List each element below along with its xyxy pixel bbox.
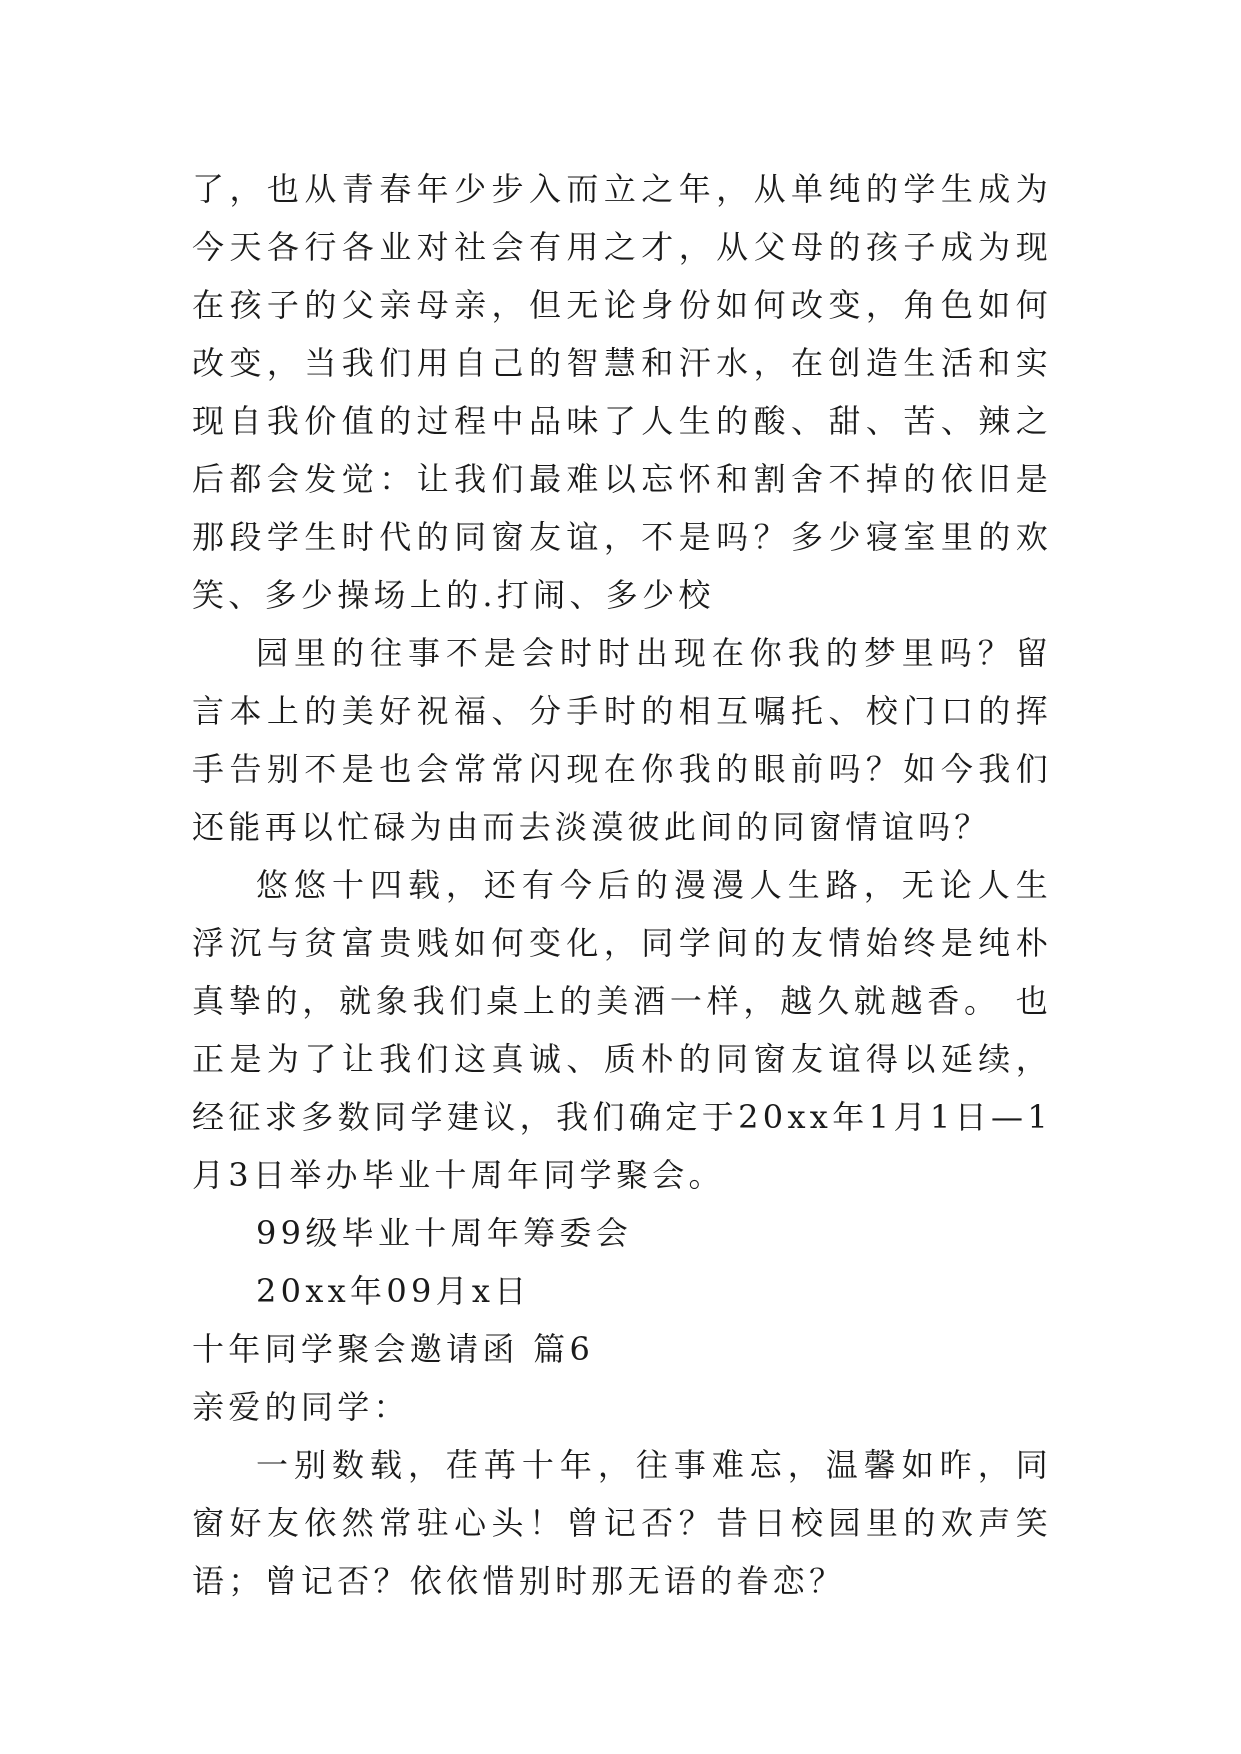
- document-body: [192, 160, 1052, 1610]
- salutation: 亲爱的同学：: [192, 1388, 410, 1426]
- signature-date: 20xx年09月x日: [256, 1272, 531, 1310]
- section-heading: 十年同学聚会邀请函 篇6: [192, 1330, 595, 1368]
- paragraph: 园里的往事不是会时时出现在你我的梦里吗？留言本上的美好祝福、分手时的相互嘱托、校门口的挥手告别不是也会常常闪现在你我的眼前吗？如今我们还能再以忙碌为由而去淡漠彼此间的同窗情谊吗？: [192, 634, 1052, 846]
- paragraph: 一别数载，荏苒十年，往事难忘，温馨如昨，同窗好友依然常驻心头！曾记否？昔日校园里的欢声笑语；曾记否？依依惜别时那无语的眷恋？: [192, 1446, 1052, 1600]
- signature-organizer: 99级毕业十周年筹委会: [256, 1214, 633, 1252]
- paragraph-continuation: 了，也从青春年少步入而立之年，从单纯的学生成为今天各行各业对社会有用之才，从父母的孩子成为现在孩子的父亲母亲，但无论身份如何改变，角色如何改变，当我们用自己的智慧和汗水，在创造生活和实现自我价值的过程中品味了人生的酸、甜、苦、辣之后都会发觉：让我们最难以忘怀和割舍不掉的依旧是那段学生时代的同窗友谊，不是吗？多少寝室里的欢笑、多少操场上的.打闹、多少校: [192, 170, 1052, 614]
- paragraph: 悠悠十四载，还有今后的漫漫人生路，无论人生浮沉与贫富贵贱如何变化，同学间的友情始终是纯朴真挚的，就象我们桌上的美酒一样，越久就越香。 也正是为了让我们这真诚、质朴的同窗友谊得以延续，经征求多数同学建议，我们确定于20xx年1月1日—1月3日举办毕业十周年同学聚会。: [192, 866, 1052, 1194]
